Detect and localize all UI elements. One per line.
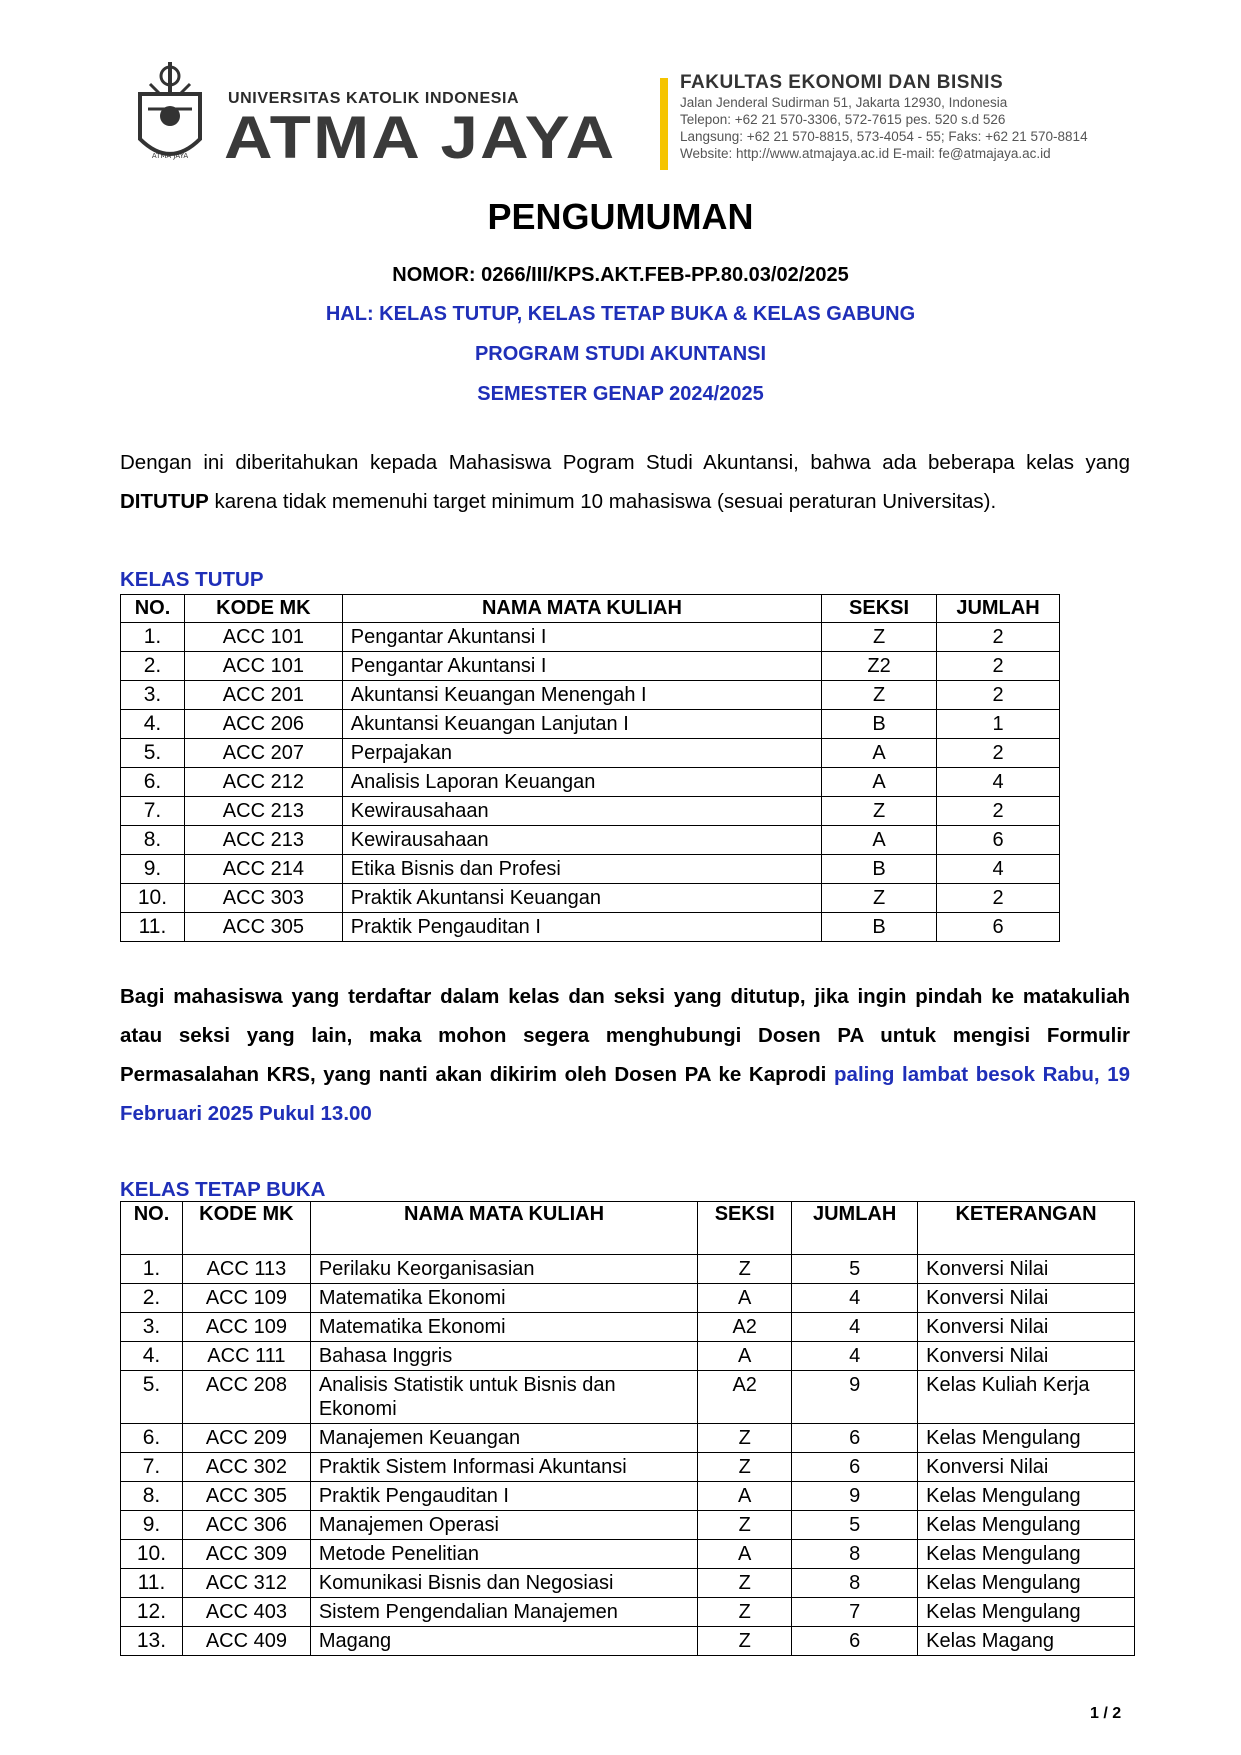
table-cell: Z [822, 681, 937, 710]
table-cell: Kelas Mengulang [918, 1511, 1135, 1540]
table-cell: 3. [121, 681, 185, 710]
table-cell: Praktik Akuntansi Keuangan [342, 884, 821, 913]
table-cell: Kelas Mengulang [918, 1569, 1135, 1598]
table-cell: Perpajakan [342, 739, 821, 768]
table-cell: B [822, 710, 937, 739]
table-cell: 3. [121, 1313, 183, 1342]
table-cell: ACC 403 [182, 1598, 310, 1627]
table-cell: 5. [121, 1371, 183, 1424]
table-cell: Komunikasi Bisnis dan Negosiasi [310, 1569, 697, 1598]
table-cell: Metode Penelitian [310, 1540, 697, 1569]
table-cell: Kelas Mengulang [918, 1540, 1135, 1569]
table-cell: 2 [937, 681, 1060, 710]
table-cell: ACC 109 [182, 1313, 310, 1342]
table-header-row [121, 1202, 1135, 1255]
table-cell: A [822, 826, 937, 855]
table-cell: Kelas Mengulang [918, 1598, 1135, 1627]
table-cell: ACC 409 [182, 1627, 310, 1656]
table-cell: Z [822, 623, 937, 652]
intro-text-b: karena tidak memenuhi target minimum 10 mahasiswa (sesuai peraturan Universitas). [208, 490, 997, 513]
table-cell: 2 [937, 739, 1060, 768]
table-cell: 13. [121, 1627, 183, 1656]
table-cell: ACC 209 [182, 1424, 310, 1453]
table-cell: 2 [937, 652, 1060, 681]
header-cell: NAMA MATA KULIAH [342, 595, 821, 623]
table-cell: 6. [121, 768, 185, 797]
table-cell: Analisis Laporan Keuangan [342, 768, 821, 797]
faculty-web: Website: http://www.atmajaya.ac.id E-mail: fe@atmajaya.ac.id [680, 146, 1051, 161]
header-cell: KETERANGAN [918, 1202, 1135, 1255]
table-cell: Kelas Magang [918, 1627, 1135, 1656]
table-cell: Z [698, 1453, 792, 1482]
table-cell: 10. [121, 1540, 183, 1569]
table-cell: Matematika Ekonomi [310, 1284, 697, 1313]
table-cell: ACC 305 [184, 913, 342, 942]
table-cell: Etika Bisnis dan Profesi [342, 855, 821, 884]
table-cell: 5 [792, 1511, 918, 1540]
table-cell: 7. [121, 1453, 183, 1482]
table-row [121, 1371, 1135, 1424]
table-cell: 5 [792, 1255, 918, 1284]
table-row [121, 652, 1060, 681]
table-row [121, 1511, 1135, 1540]
crest-icon [130, 54, 210, 174]
table-row [121, 1540, 1135, 1569]
table-cell: 4. [121, 710, 185, 739]
table-cell: 10. [121, 884, 185, 913]
doc-semester: SEMESTER GENAP 2024/2025 [477, 383, 764, 405]
table-cell: A [822, 739, 937, 768]
table-cell: ACC 305 [182, 1482, 310, 1511]
table-cell: ACC 201 [184, 681, 342, 710]
table-cell: ACC 101 [184, 623, 342, 652]
faculty-name: FAKULTAS EKONOMI DAN BISNIS [680, 72, 1004, 93]
table-cell: 9. [121, 855, 185, 884]
deadline-text: paling lambat besok Rabu, 19 Februari 2025 Pukul 13.00 [120, 1063, 1130, 1125]
table-cell: 2. [121, 652, 185, 681]
table-cell: 2 [937, 623, 1060, 652]
table-cell: Kelas Kuliah Kerja [918, 1371, 1135, 1424]
table-cell: Kewirausahaan [342, 797, 821, 826]
table-cell: ACC 109 [182, 1284, 310, 1313]
table-cell: Z2 [822, 652, 937, 681]
table-cell: 8 [792, 1540, 918, 1569]
table-cell: B [822, 855, 937, 884]
table-cell: Praktik Pengauditan I [342, 913, 821, 942]
university-line: UNIVERSITAS KATOLIK INDONESIA [228, 90, 520, 107]
table-cell: Akuntansi Keuangan Menengah I [342, 681, 821, 710]
table-cell: Pengantar Akuntansi I [342, 623, 821, 652]
header-cell: NO. [121, 1202, 183, 1255]
faculty-phone: Telepon: +62 21 570-3306, 572-7615 pes. 520 s.d 526 [680, 112, 1006, 127]
table-cell: Z [698, 1569, 792, 1598]
faculty-accent-bar [660, 78, 668, 170]
table-cell: Pengantar Akuntansi I [342, 652, 821, 681]
table-cell: 5. [121, 739, 185, 768]
table-cell: 12. [121, 1598, 183, 1627]
doc-program: PROGRAM STUDI AKUNTANSI [474, 343, 767, 365]
table-cell: 8. [121, 1482, 183, 1511]
table-cell: ACC 101 [184, 652, 342, 681]
table-cell: Konversi Nilai [918, 1255, 1135, 1284]
table-cell: Z [698, 1255, 792, 1284]
table-cell: 6 [792, 1424, 918, 1453]
table-cell: A [698, 1284, 792, 1313]
table-cell: A2 [698, 1371, 792, 1424]
table-kelas-tutup [120, 594, 1060, 942]
crest-text: ATMA JAYA [151, 152, 189, 160]
page-number: 1 / 2 [1090, 1705, 1122, 1722]
table-cell: Konversi Nilai [918, 1284, 1135, 1313]
table-cell: Praktik Pengauditan I [310, 1482, 697, 1511]
table-cell: ACC 302 [182, 1453, 310, 1482]
faculty-direct: Langsung: +62 21 570-8815, 573-4054 - 55; Faks: +62 21 570-8814 [680, 129, 1088, 144]
table-cell: Konversi Nilai [918, 1342, 1135, 1371]
doc-number: NOMOR: 0266/III/KPS.AKT.FEB-PP.80.03/02/2025 [392, 264, 849, 286]
table-cell: Z [822, 797, 937, 826]
table-row [121, 797, 1060, 826]
table-row [121, 739, 1060, 768]
table-cell: 4. [121, 1342, 183, 1371]
header-cell: JUMLAH [792, 1202, 918, 1255]
table-row [121, 681, 1060, 710]
table-kelas-tetap-buka [120, 1201, 1135, 1656]
faculty-address: Jalan Jenderal Sudirman 51, Jakarta 12930, Indonesia [680, 95, 1008, 110]
table-cell: Praktik Sistem Informasi Akuntansi [310, 1453, 697, 1482]
table-cell: Manajemen Keuangan [310, 1424, 697, 1453]
table-cell: 7 [792, 1598, 918, 1627]
table-row [121, 768, 1060, 797]
university-logo [130, 54, 617, 174]
table-row [121, 1453, 1135, 1482]
brand-wordmark: ATMA JAYA [224, 104, 617, 171]
table-cell: Konversi Nilai [918, 1453, 1135, 1482]
table-cell: 6 [937, 913, 1060, 942]
doc-title: PENGUMUMAN [487, 196, 754, 237]
table-cell: Z [698, 1598, 792, 1627]
table-cell: Kelas Mengulang [918, 1424, 1135, 1453]
table-cell: 9. [121, 1511, 183, 1540]
header-cell: KODE MK [182, 1202, 310, 1255]
table-cell: Analisis Statistik untuk Bisnis dan Ekonomi [310, 1371, 697, 1424]
table-row [121, 913, 1060, 942]
table-row [121, 710, 1060, 739]
table-cell: 2 [937, 797, 1060, 826]
table-row [121, 1598, 1135, 1627]
table-cell: Z [822, 884, 937, 913]
table-cell: 4 [792, 1313, 918, 1342]
table-row [121, 1255, 1135, 1284]
table-cell: Konversi Nilai [918, 1313, 1135, 1342]
table-cell: Magang [310, 1627, 697, 1656]
table-row [121, 1342, 1135, 1371]
table-cell: 4 [792, 1342, 918, 1371]
section-title-kelas-tetap-buka: KELAS TETAP BUKA [120, 1178, 326, 1201]
table-cell: Z [698, 1424, 792, 1453]
table-row [121, 884, 1060, 913]
table-cell: 6 [937, 826, 1060, 855]
table-cell: B [822, 913, 937, 942]
header-cell: SEKSI [822, 595, 937, 623]
table-cell: 11. [121, 1569, 183, 1598]
table-cell: 4 [937, 855, 1060, 884]
table-cell: A [822, 768, 937, 797]
table-cell: ACC 113 [182, 1255, 310, 1284]
table-cell: 8. [121, 826, 185, 855]
doc-subject: HAL: KELAS TUTUP, KELAS TETAP BUKA & KELAS GABUNG [325, 303, 916, 325]
table-cell: ACC 214 [184, 855, 342, 884]
table-cell: Kelas Mengulang [918, 1482, 1135, 1511]
table-cell: ACC 309 [182, 1540, 310, 1569]
table-cell: A2 [698, 1313, 792, 1342]
table-cell: 6. [121, 1424, 183, 1453]
faculty-info [680, 72, 1140, 162]
table-cell: 2 [937, 884, 1060, 913]
table-cell: A [698, 1540, 792, 1569]
header-cell: JUMLAH [937, 595, 1060, 623]
table-cell: ACC 213 [184, 797, 342, 826]
table-cell: Kewirausahaan [342, 826, 821, 855]
table-cell: ACC 312 [182, 1569, 310, 1598]
table-cell: Z [698, 1627, 792, 1656]
table-cell: 6 [792, 1627, 918, 1656]
instruction-paragraph [120, 977, 1130, 1133]
intro-text-bold: DITUTUP [120, 490, 209, 513]
table-cell: Z [698, 1511, 792, 1540]
table-cell: Akuntansi Keuangan Lanjutan I [342, 710, 821, 739]
table-row [121, 623, 1060, 652]
table-cell: ACC 303 [184, 884, 342, 913]
table-cell: ACC 207 [184, 739, 342, 768]
table-cell: 4 [937, 768, 1060, 797]
table-cell: 1 [937, 710, 1060, 739]
table-cell: 9 [792, 1371, 918, 1424]
intro-paragraph [120, 443, 1130, 521]
table-row [121, 826, 1060, 855]
table-cell: A [698, 1342, 792, 1371]
table-cell: 7. [121, 797, 185, 826]
table-row [121, 1284, 1135, 1313]
table-header-row [121, 595, 1060, 623]
table-cell: Bahasa Inggris [310, 1342, 697, 1371]
table-row [121, 1424, 1135, 1453]
header-cell: NO. [121, 595, 185, 623]
table-cell: 1. [121, 623, 185, 652]
header-cell: SEKSI [698, 1202, 792, 1255]
table-cell: 9 [792, 1482, 918, 1511]
table-cell: ACC 208 [182, 1371, 310, 1424]
table-cell: ACC 212 [184, 768, 342, 797]
table-cell: Matematika Ekonomi [310, 1313, 697, 1342]
table-cell: A [698, 1482, 792, 1511]
header-cell: KODE MK [184, 595, 342, 623]
table-row [121, 1482, 1135, 1511]
table-cell: 8 [792, 1569, 918, 1598]
section-title-kelas-tutup: KELAS TUTUP [120, 568, 264, 591]
table-cell: 1. [121, 1255, 183, 1284]
table-cell: 4 [792, 1284, 918, 1313]
table-row [121, 1627, 1135, 1656]
header-cell: NAMA MATA KULIAH [310, 1202, 697, 1255]
instruction-text: Bagi mahasiswa yang terdaftar dalam kelas dan seksi yang ditutup, jika ingin pindah ke matakuliah atau seksi yang lain, maka mohon segera menghubungi Dosen PA untuk mengisi Formulir Permasalahan KRS, yang nanti akan dikirim oleh Dosen PA ke Kaprodi [120, 985, 1130, 1086]
table-cell: 6 [792, 1453, 918, 1482]
table-row [121, 1569, 1135, 1598]
table-row [121, 1313, 1135, 1342]
table-cell: Sistem Pengendalian Manajemen [310, 1598, 697, 1627]
intro-text-a: Dengan ini diberitahukan kepada Mahasiswa Pogram Studi Akuntansi, bahwa ada beberapa kelas yang [120, 451, 1130, 474]
table-cell: Perilaku Keorganisasian [310, 1255, 697, 1284]
table-cell: ACC 111 [182, 1342, 310, 1371]
table-row [121, 855, 1060, 884]
table-cell: ACC 306 [182, 1511, 310, 1540]
table-cell: Manajemen Operasi [310, 1511, 697, 1540]
table-cell: ACC 206 [184, 710, 342, 739]
table-cell: 2. [121, 1284, 183, 1313]
table-cell: 11. [121, 913, 185, 942]
table-cell: ACC 213 [184, 826, 342, 855]
